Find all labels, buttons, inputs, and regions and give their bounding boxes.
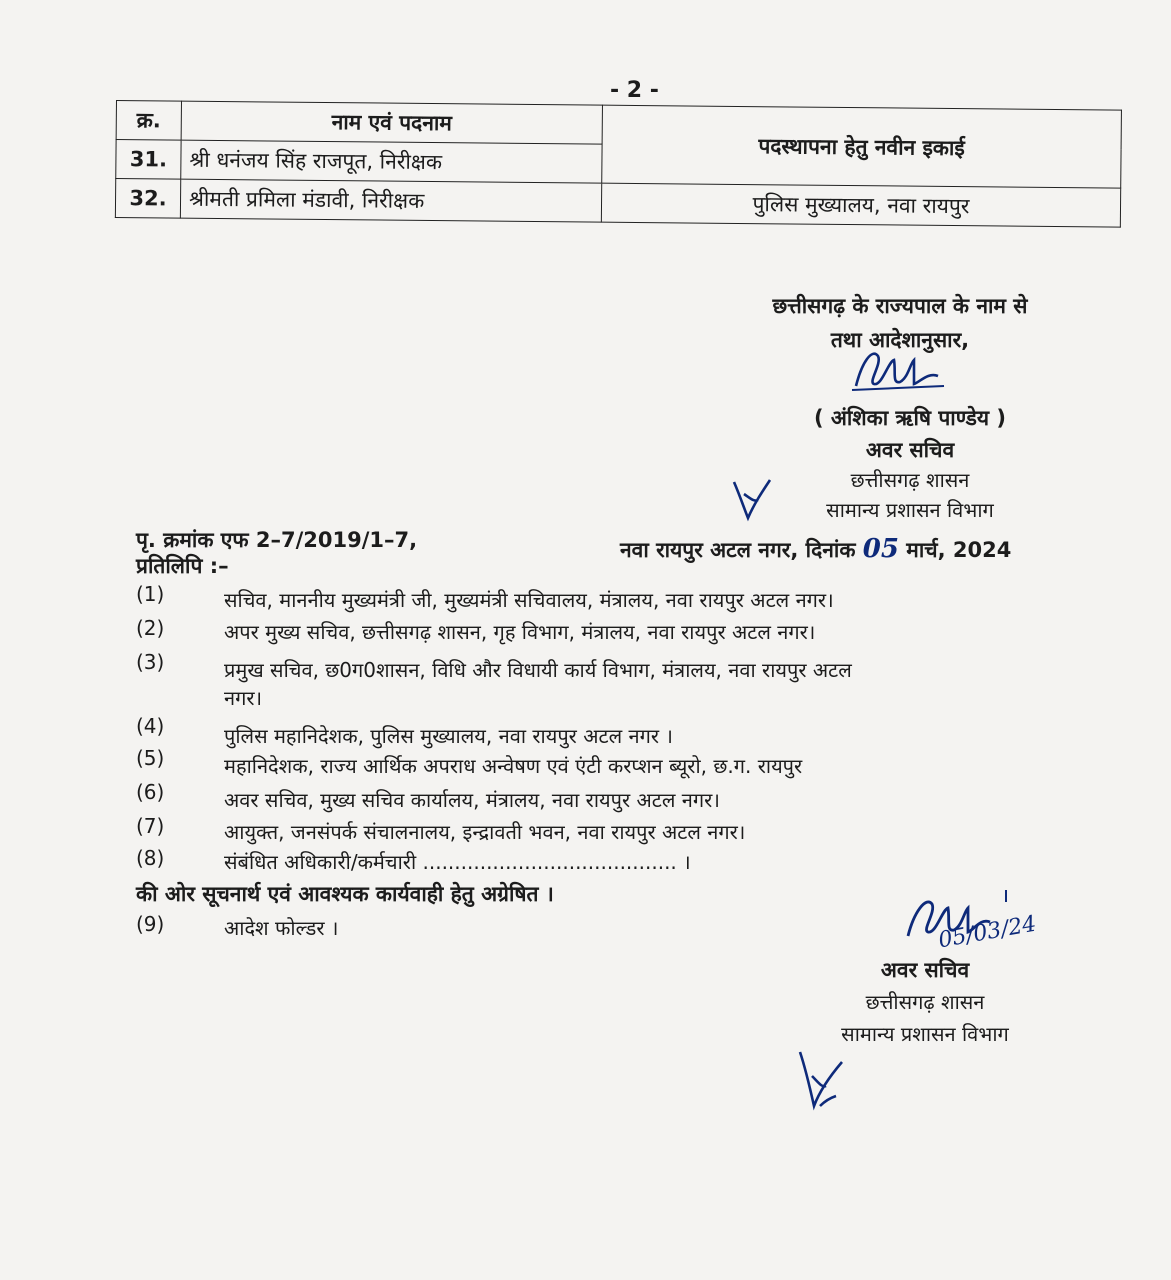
footer-initial-mark (790, 1046, 860, 1116)
page-number: - 2 - (610, 78, 659, 103)
copy-item-text: आयुक्त, जनसंपर्क संचालनालय, इन्द्रावती भवन, नवा रायपुर अटल नगर। (224, 820, 746, 844)
copy-item-number: (4) (136, 714, 165, 738)
signature-mark (848, 342, 958, 398)
signature-date: 05/03/24 (936, 911, 1039, 954)
copy-item-number: (1) (136, 582, 165, 606)
copy-item-text: अपर मुख्य सचिव, छत्तीसगढ़ शासन, गृह विभाग, मंत्रालय, नवा रायपुर अटल नगर। (224, 620, 816, 644)
copy-item-number: (6) (136, 780, 165, 804)
posting-unit: पुलिस मुख्यालय, नवा रायपुर (601, 183, 1120, 227)
copy-item-text: महानिदेशक, राज्य आर्थिक अपराध अन्वेषण एवं एंटी करप्शन ब्यूरो, छ.ग. रायपुर (224, 754, 803, 778)
memo-reference: पृ. क्रमांक एफ 2–7/2019/1–7, (136, 528, 418, 552)
copy-item-text: सचिव, माननीय मुख्यमंत्री जी, मुख्यमंत्री सचिवालय, मंत्रालय, नवा रायपुर अटल नगर। (224, 588, 834, 612)
copy-item-text: संबंधित अधिकारी/कर्मचारी ........................................ । (224, 850, 691, 874)
place-date-suffix: मार्च, 2024 (906, 538, 1012, 562)
footer-govt: छत्तीसगढ़ शासन (865, 990, 985, 1014)
forward-line: की ओर सूचनार्थ एवं आवश्यक कार्यवाही हेतु अग्रेषित । (136, 882, 554, 906)
copy-item-number: (8) (136, 846, 165, 870)
posting-table (115, 100, 1122, 228)
signatory-name: ( अंशिका ऋषि पाण्डेय ) (813, 406, 1007, 430)
order-line-1: छत्तीसगढ़ के राज्यपाल के नाम से (772, 294, 1028, 318)
signatory-govt: छत्तीसगढ़ शासन (850, 468, 970, 492)
memo-place-date (620, 534, 1011, 564)
copy-item-number: (7) (136, 814, 165, 838)
copy-item-text: प्रमुख सचिव, छ0ग0शासन, विधि और विधायी कार्य विभाग, मंत्रालय, नवा रायपुर अटल (224, 658, 852, 682)
signatory-dept: सामान्य प्रशासन विभाग (826, 498, 994, 522)
copy-label: प्रतिलिपि :– (136, 554, 229, 578)
row-name: श्रीमती प्रमिला मंडावी, निरीक्षक (180, 179, 601, 222)
copy-item-number: (9) (136, 912, 165, 936)
copy-item-number: (3) (136, 650, 165, 674)
header-unit: पदस्थापना हेतु नवीन इकाई (602, 105, 1122, 188)
initial-mark (728, 474, 788, 524)
row-serial: 32. (115, 179, 180, 219)
order-line-2: तथा आदेशानुसार, (830, 328, 970, 352)
header-name: नाम एवं पदनाम (181, 101, 602, 144)
copy-item-text-continued: नगर। (224, 686, 263, 710)
signatory-designation: अवर सचिव (865, 438, 955, 462)
copy-item-number: (5) (136, 746, 165, 770)
footer-designation: अवर सचिव (880, 958, 970, 982)
place-date-prefix: नवा रायपुर अटल नगर, दिनांक (620, 538, 856, 562)
table-row (115, 179, 1120, 228)
footer-dept: सामान्य प्रशासन विभाग (841, 1022, 1009, 1046)
copy-item-text: आदेश फोल्डर । (224, 916, 339, 940)
copy-item-text: पुलिस महानिदेशक, पुलिस मुख्यालय, नवा रायपुर अटल नगर । (224, 724, 673, 748)
header-serial: क्र. (116, 101, 181, 141)
row-serial: 31. (116, 140, 181, 180)
handwritten-date: 05 (862, 534, 899, 564)
copy-item-number: (2) (136, 616, 165, 640)
row-name: श्री धनंजय सिंह राजपूत, निरीक्षक (181, 140, 602, 183)
copy-item-text: अवर सचिव, मुख्य सचिव कार्यालय, मंत्रालय, नवा रायपुर अटल नगर। (224, 788, 720, 812)
